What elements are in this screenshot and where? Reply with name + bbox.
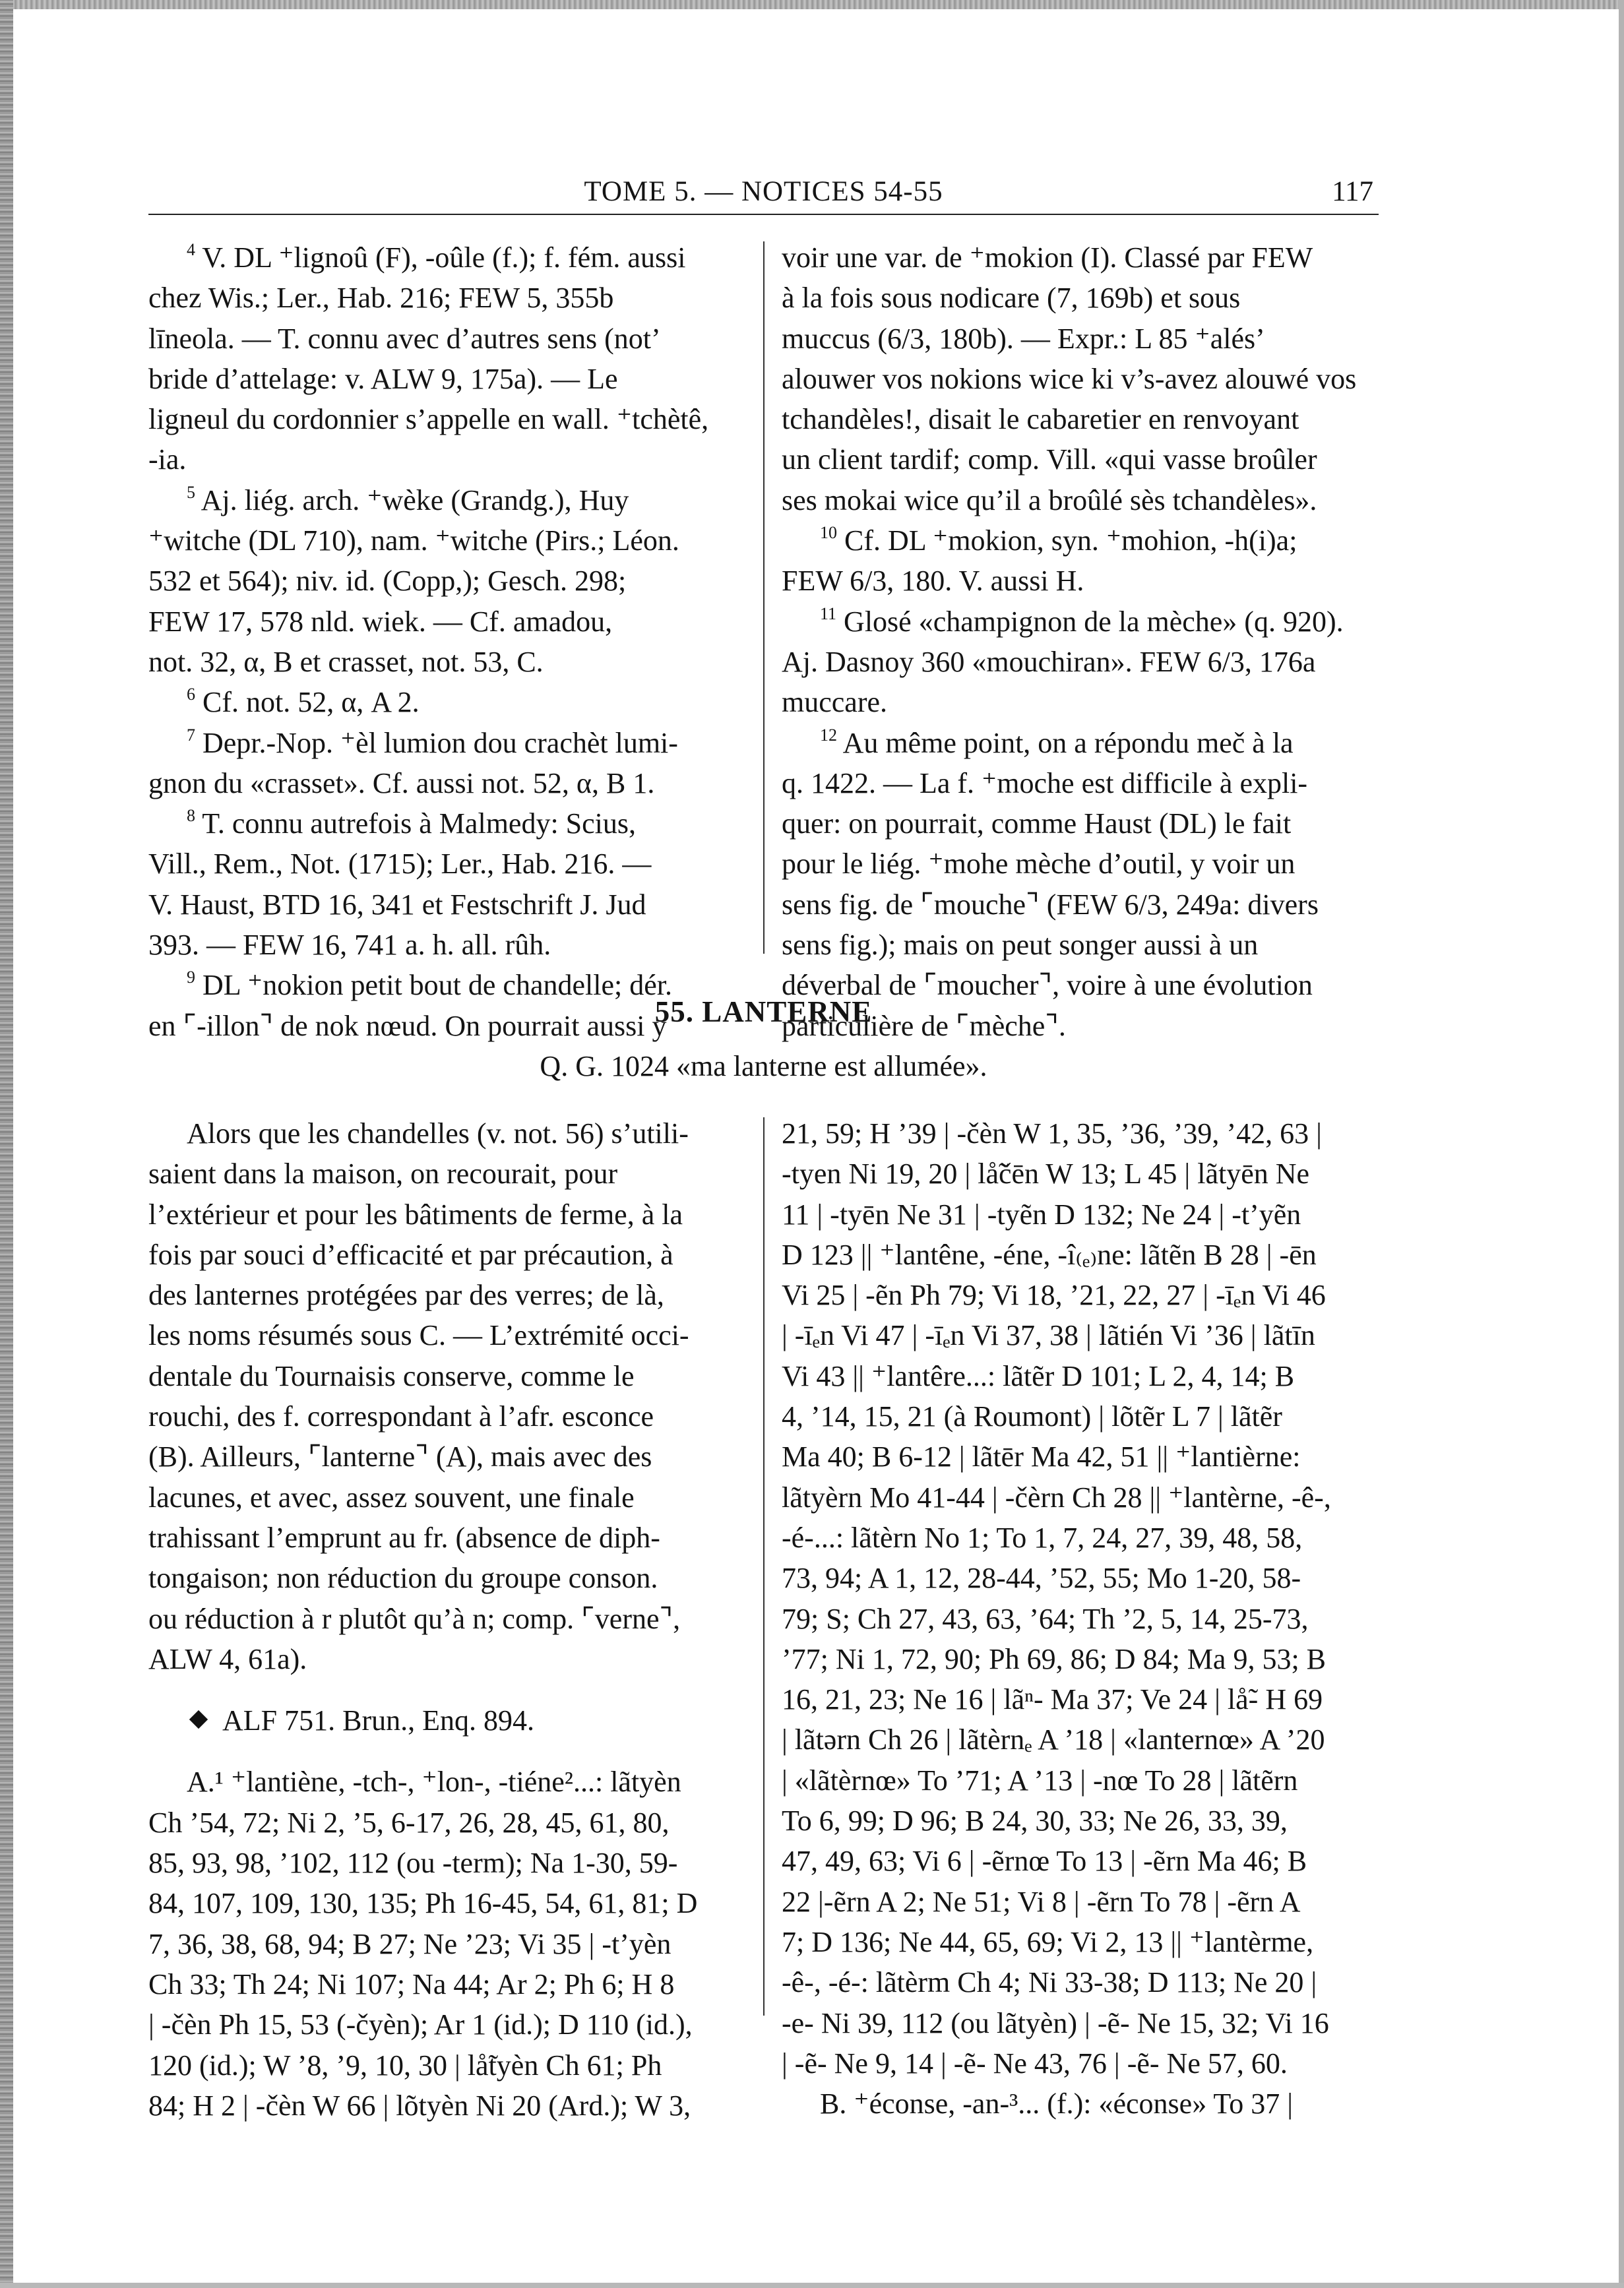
text-line: | -čèn Ph 15, 53 (-čyèn); Ar 1 (id.); D 110 (id.), [148,2008,693,2041]
text-line: -e- Ni 39, 112 (ou lãtyèn) | -ẽ- Ne 15, 32; Vi 16 [782,2006,1329,2039]
text-line: $^{10}$ Cf. DL ⁺mokion, syn. ⁺mohion, -h(i)a; [820,523,1297,557]
text-line: q. 1422. — La f. ⁺moche est difficile à expli- [782,766,1308,799]
scan-edge-left [0,0,13,2288]
footnote-number: 4 [187,240,195,259]
text-line: 16, 21, 23; Ne 16 | lãⁿ- Ma 37; Ve 24 | lå̃- H 69 [782,1683,1323,1716]
footnote [782,520,1367,602]
text-line: les noms résumés sous C. — L’extrémité occi- [148,1319,689,1352]
text-line: | -ẽ- Ne 9, 14 | -ẽ- Ne 43, 76 | -ẽ- Ne 57, 60. [782,2047,1288,2080]
section-title: 55. LANTERNE [654,995,873,1028]
footnote-number: 10 [820,523,837,543]
text-line: 393. — FEW 16, 741 a. h. all. rûh. [148,929,551,962]
diamond-bullet-icon [189,1710,208,1729]
text-line: $^{12}$ Au même point, on a répondu meč à la [820,725,1294,759]
text-line: des lanternes protégées par des verres; de là, [148,1279,664,1312]
text-line: sens fig.); mais on peut songer aussi à un [782,929,1259,962]
text-line: lãtyèrn Mo 41-44 | -čèrn Ch 28 || ⁺lantèrne, -ê-, [782,1481,1331,1514]
footnote-number: 12 [820,725,837,745]
text-line: $^7$ Depr.-Nop. ⁺èl lumion dou crachèt lumi- [187,725,678,759]
text-line: A.¹ ⁺lantiène, -tch-, ⁺lon-, -tiéne²...: lãtyèn [187,1766,681,1799]
text-line: -ia. [148,443,187,476]
text-line: 85, 93, 98, ’102, 112 (ou -term); Na 1-30, 59- [148,1847,678,1880]
text-line: Vi 43 || ⁺lantêre...: lãtẽr D 101; L 2, 4, 14; B [782,1359,1295,1392]
text-line: en ⌜-illon⌝ de nok nœud. On pourrait aussi y [148,1009,667,1042]
text-line: 79; S; Ch 27, 43, 63, ’64; Th ’2, 5, 14, 25-73, [782,1602,1309,1635]
text-line: pour le liég. ⁺mohe mèche d’outil, y voir un [782,848,1296,881]
body-left-column [148,1113,734,2126]
text-line: ligneul du cordonnier s’appelle en wall. ⁺tchètê, [148,403,709,436]
text-line: tongaison; non réduction du groupe conson. [148,1562,658,1595]
text-line: quer: on pourrait, comme Haust (DL) le fait [782,807,1292,840]
text-line: | lãtərn Ch 26 | lãtèrnₑ A ’18 | «lanternœ» A ’20 [782,1723,1325,1756]
text-line: tchandèles!, disait le cabaretier en renvoyant [782,403,1299,436]
running-head [148,173,1379,215]
text-line: $^8$ T. connu autrefois à Malmedy: Scius, [187,806,637,840]
text-line: ⁺witche (DL 710), nam. ⁺witche (Pirs.; Léon. [148,524,679,557]
text-line: 47, 49, 63; Vi 6 | -ẽrnœ To 13 | -ẽrn Ma 46; B [782,1845,1307,1878]
text-line: | «lãtèrnœ» To ’71; A ’13 | -nœ To 28 | lãtẽrn [782,1764,1298,1797]
footnote [148,480,734,682]
footnote-number: 11 [820,603,837,623]
footnote [148,723,734,804]
text-line: fois par souci d’efficacité et par précaution, à [148,1238,673,1271]
text-line: ses mokai wice qu’il a broûlé sès tchandèles». [782,483,1317,516]
text-line: Vill., Rem., Not. (1715); Ler., Hab. 216. — [148,848,652,881]
text-line: gnon du «crasset». Cf. aussi not. 52, α, B 1. [148,766,655,799]
text-line: not. 32, α, B et crasset, not. 53, C. [148,645,544,678]
footnote-number: 6 [187,685,195,704]
forms-list-left [148,1762,734,2126]
page-number: 117 [1332,176,1373,207]
alf-reference: ALF 751. Brun., Enq. 894. [148,1700,734,1741]
text-line: lacunes, et avec, assez souvent, une finale [148,1481,635,1514]
text-line: (B). Ailleurs, ⌜lanterne⌝ (A), mais avec des [148,1440,652,1473]
text-line: $^4$ V. DL ⁺lignoû (F), -oûle (f.); f. fém. aussi [187,240,686,274]
scan-edge-bottom [0,2283,1624,2288]
scan-edge-top [0,0,1624,9]
text-line: 7; D 136; Ne 44, 65, 69; Vi 2, 13 || ⁺lantèrme, [782,1925,1314,1958]
text-line: Ch ’54, 72; Ni 2, ’5, 6-17, 26, 28, 45, 61, 80, [148,1806,670,1839]
text-line: V. Haust, BTD 16, 341 et Festschrift J. Jud [148,888,646,921]
text-line: bride d’attelage: v. ALW 9, 175a). — Le [148,362,618,395]
footnote [148,803,734,965]
text-line: To 6, 99; D 96; B 24, 30, 33; Ne 26, 33, 39, [782,1805,1288,1838]
text-line: un client tardif; comp. Vill. «qui vasse broûler [782,443,1317,476]
text-line: saient dans la maison, on recourait, pour [148,1158,618,1190]
text-line: sens fig. de ⌜mouche⌝ (FEW 6/3, 249a: divers [782,888,1319,921]
text-line: muccare. [782,686,887,719]
text-line: déverbal de ⌜moucher⌝, voire à une évolution [782,969,1313,1002]
forms-b-line: B. ⁺éconse, -an-³... (f.): «éconse» To 37 | [820,2087,1294,2120]
text-line: à la fois sous nodicare (7, 169b) et sous [782,282,1241,315]
footnotes-right-column [782,237,1367,1046]
text-line: 7, 36, 38, 68, 94; B 27; Ne ’23; Vi 35 | -t’yèn [148,1927,671,1960]
text-line: $^5$ Aj. liég. arch. ⁺wèke (Grandg.), Huy [187,482,629,516]
text-line: Alors que les chandelles (v. not. 56) s’utili- [187,1117,689,1150]
text-line: -ê-, -é-: lãtèrm Ch 4; Ni 33-38; D 113; Ne 20 | [782,1966,1317,1999]
footnote-number: 9 [187,968,195,987]
text-line: | -īₑn Vi 47 | -īₑn Vi 37, 38 | lãtién Vi ’36 | lãtīn [782,1319,1315,1352]
text-line: līneola. — T. connu avec d’autres sens (not’ [148,322,661,355]
text-line: chez Wis.; Ler., Hab. 216; FEW 5, 355b [148,282,614,315]
questionnaire-line: Q. G. 1024 «ma lanterne est allumée». [540,1050,987,1082]
footnote [148,682,734,722]
body-right-column [782,1113,1367,2124]
text-line: 84; H 2 | -čèn W 66 | lõtyèn Ni 20 (Ard.); W 3, [148,2089,691,2122]
text-line: D 123 || ⁺lantêne, -éne, -î₍ₑ₎ne: lãtẽn B 28 | -ēn [782,1238,1317,1271]
running-title: TOME 5. — NOTICES 54-55 [584,176,943,207]
text-line: muccus (6/3, 180b). — Expr.: L 85 ⁺alés’ [782,322,1265,355]
text-line: 4, ’14, 15, 21 (à Roumont) | lõtẽr L 7 | lãtẽr [782,1400,1282,1433]
text-line: Ma 40; B 6-12 | lãtēr Ma 42, 51 || ⁺lantièrne: [782,1440,1301,1473]
footnote-number: 5 [187,482,195,502]
text-line: rouchi, des f. correspondant à l’afr. esconce [148,1400,654,1433]
text-line: $^6$ Cf. not. 52, α, A 2. [187,685,420,719]
column-divider [763,1117,765,2016]
text-line: FEW 17, 578 nld. wiek. — Cf. amadou, [148,605,613,638]
text-line: $^9$ DL ⁺nokion petit bout de chandelle; dér. [187,968,672,1002]
footnote [782,237,1367,520]
text-line: voir une var. de ⁺mokion (I). Classé par FEW [782,241,1313,274]
footnotes-left-column [148,237,734,1046]
text-line: trahissant l’emprunt au fr. (absence de diph- [148,1521,660,1554]
text-line: -é-...: lãtèrn No 1; To 1, 7, 24, 27, 39, 48, 58, [782,1521,1303,1554]
scan-edge-right [1619,0,1624,2288]
text-line: ALW 4, 61a). [148,1642,307,1675]
footnote-number: 7 [187,725,195,745]
text-line: 532 et 564); niv. id. (Copp,); Gesch. 298; [148,565,627,598]
article-body [148,1113,1379,2122]
footnote-number: 8 [187,806,195,826]
text-line: 84, 107, 109, 130, 135; Ph 16-45, 54, 61, 81; D [148,1887,698,1920]
text-line: 120 (id.); W ’8, ’9, 10, 30 | lå̃tyèn Ch 61; Ph [148,2049,662,2082]
footnote [782,602,1367,723]
text-line: FEW 6/3, 180. V. aussi H. [782,565,1084,598]
text-line: 11 | -tyēn Ne 31 | -tyẽn D 132; Ne 24 | -t’yẽn [782,1198,1301,1231]
text-line: dentale du Tournaisis conserve, comme le [148,1359,635,1392]
text-line: $^{11}$ Glosé «champignon de la mèche» (q. 920). [820,603,1344,638]
text-line: l’extérieur et pour les bâtiments de ferme, à la [148,1198,683,1231]
text-line: Vi 25 | -ẽn Ph 79; Vi 18, ’21, 22, 27 | -īₑn Vi 46 [782,1279,1326,1312]
text-line: Ch 33; Th 24; Ni 107; Na 44; Ar 2; Ph 6; H 8 [148,1967,675,2000]
text-line: 22 |-ẽrn A 2; Ne 51; Vi 8 | -ẽrn To 78 | -ẽrn A [782,1885,1301,1918]
intro-paragraph [148,1113,734,1679]
text-line: alouwer vos nokions wice ki v’s-avez alouwé vos [782,362,1357,395]
text-line: 21, 59; H ’39 | -čèn W 1, 35, ’36, ’39, ’42, 63 | [782,1117,1322,1150]
text-line: ’77; Ni 1, 72, 90; Ph 69, 86; D 84; Ma 9, 53; B [782,1642,1327,1675]
forms-list-right [782,1113,1367,2084]
text-line: -tyen Ni 19, 20 | lå̃čēn W 13; L 45 | lãtyēn Ne [782,1158,1310,1190]
footnote [148,237,734,480]
text-line: ou réduction à r plutôt qu’à n; comp. ⌜verne⌝, [148,1602,681,1635]
column-divider [763,241,765,954]
text-line: particulière de ⌜mèche⌝. [782,1009,1066,1042]
text-line: Aj. Dasnoy 360 «mouchiran». FEW 6/3, 176a [782,645,1316,678]
text-line: 73, 94; A 1, 12, 28-44, ’52, 55; Mo 1-20, 58- [782,1562,1301,1595]
